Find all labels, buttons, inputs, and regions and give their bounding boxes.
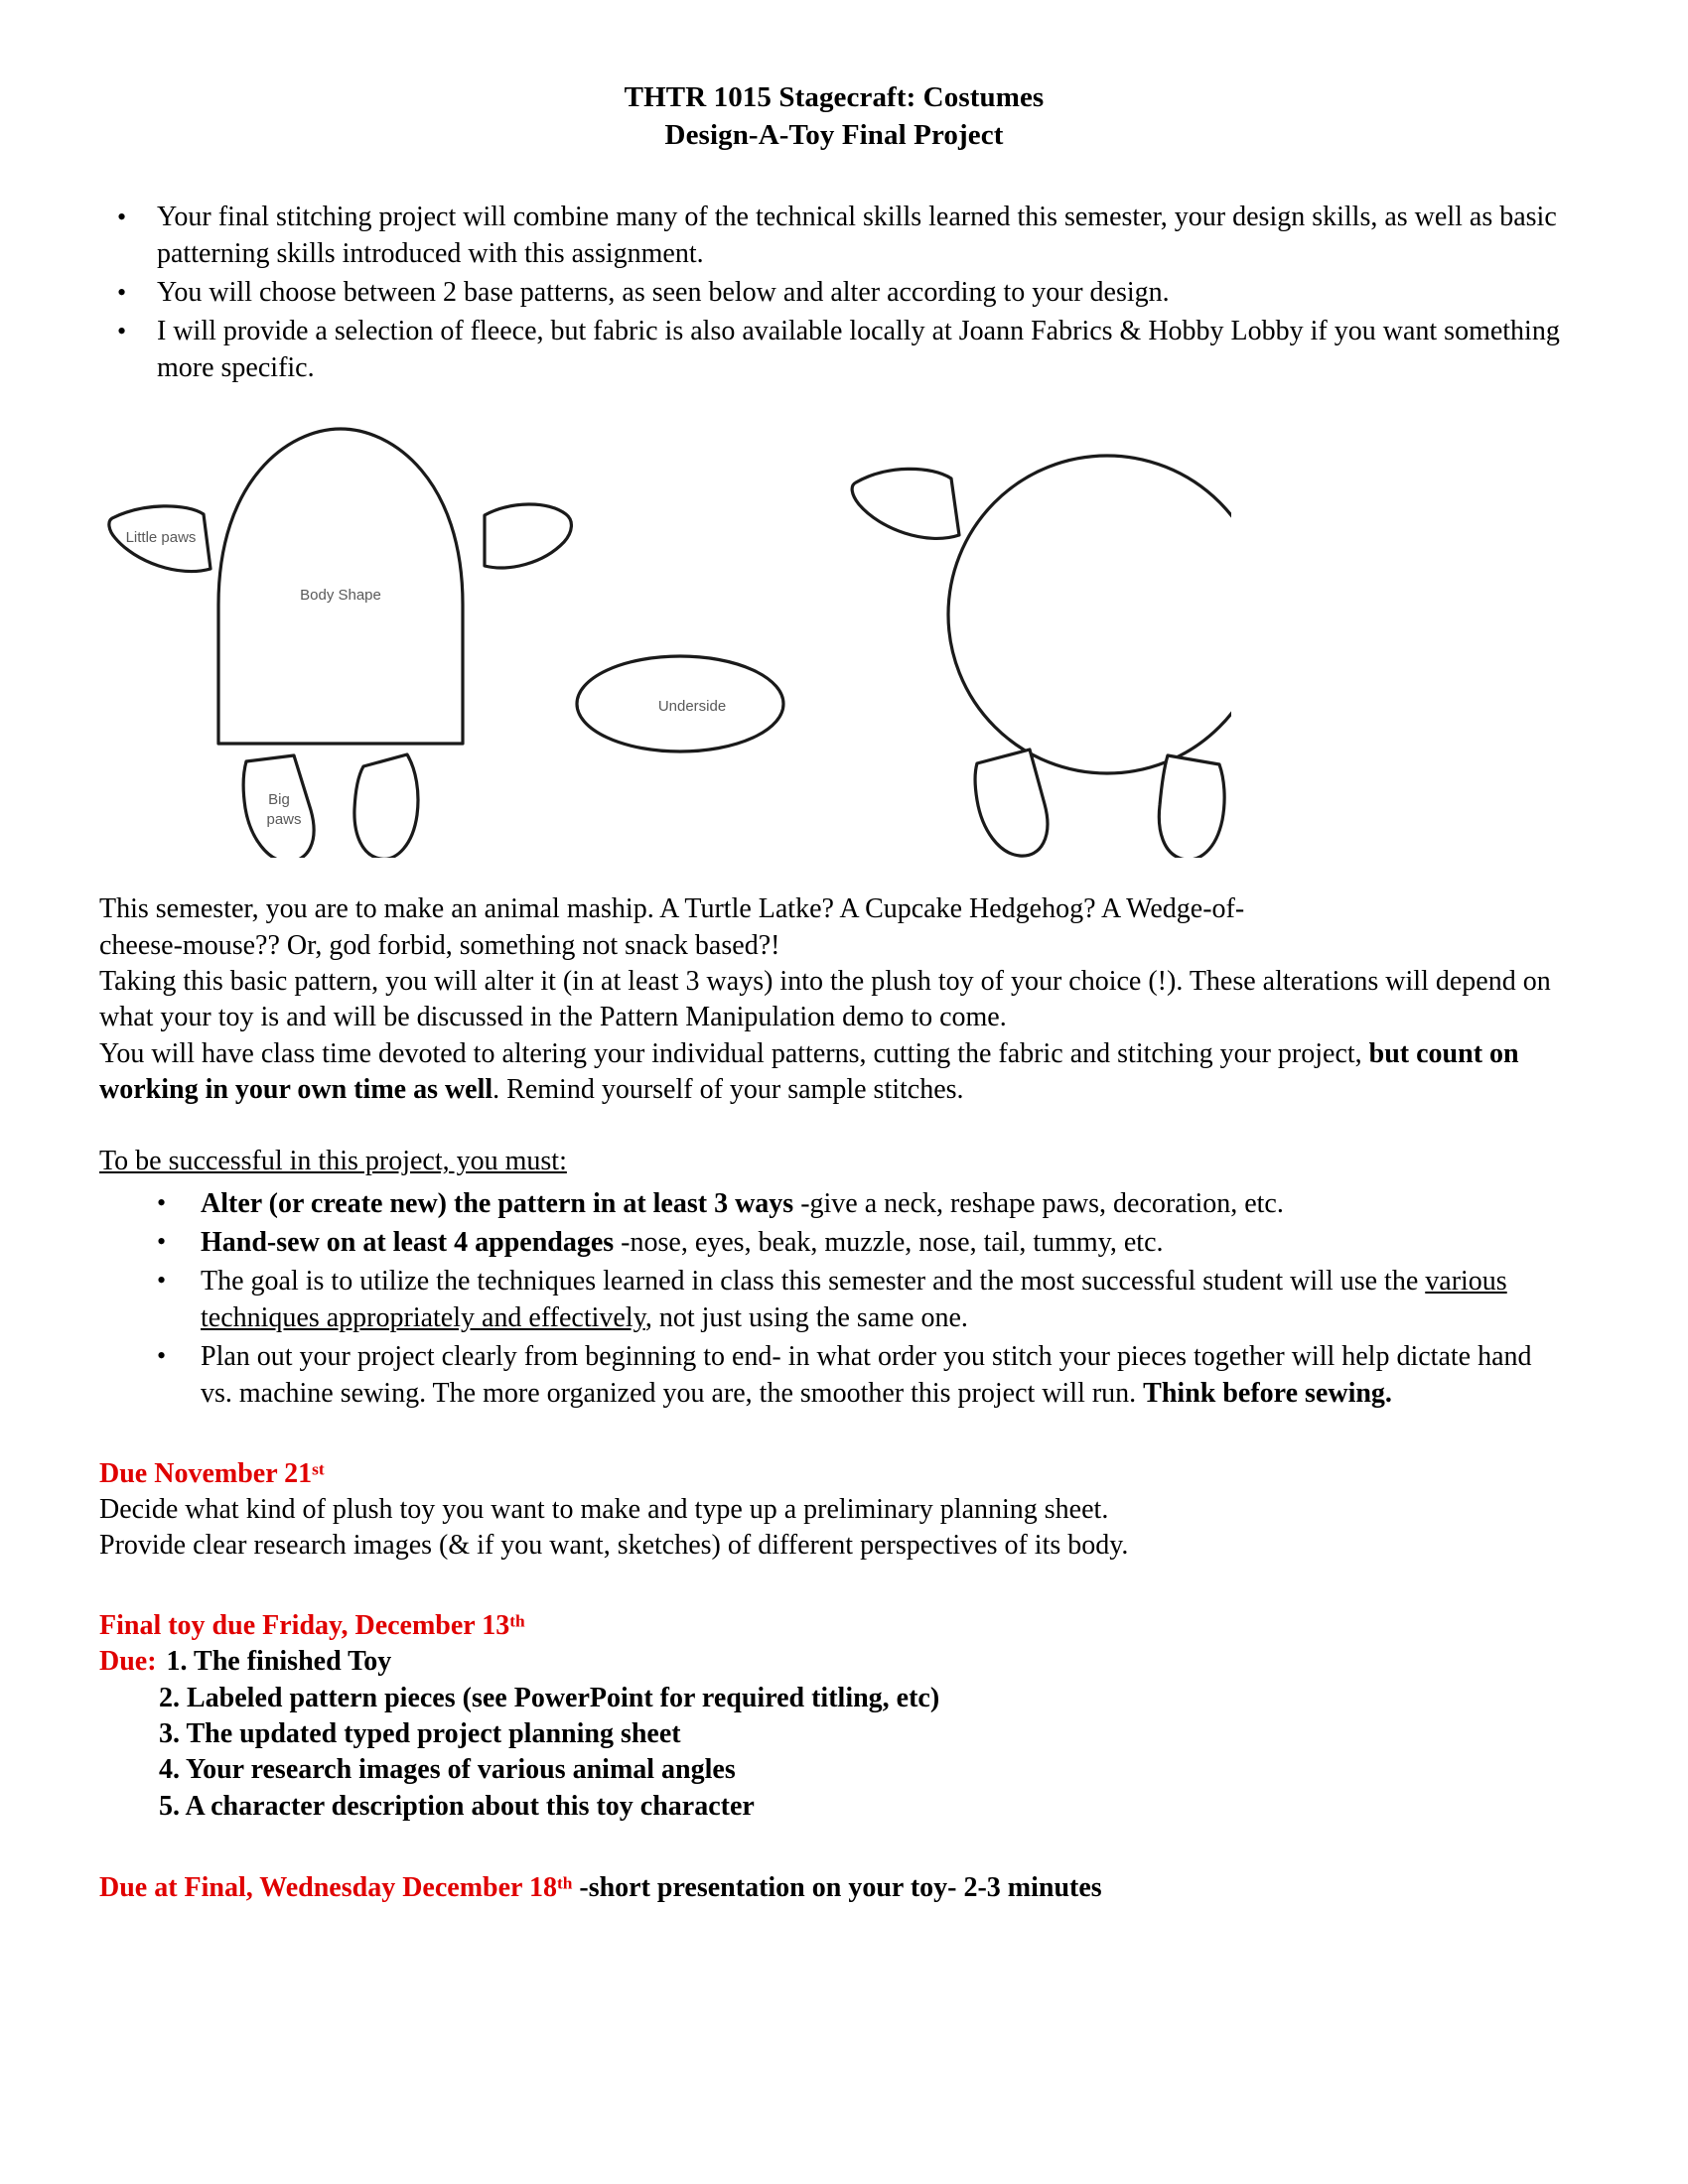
- requirement-rest-0: -give a neck, reshape paws, decoration, etc.: [793, 1187, 1284, 1219]
- requirement-bold-0: Alter (or create new) the pattern in at least 3 ways: [201, 1187, 794, 1219]
- list-item: [99, 1789, 1569, 1825]
- deliverable-text-2: 2. Labeled pattern pieces (see PowerPoint for required titling, etc): [159, 1682, 940, 1713]
- paragraph-class-time: [99, 1036, 1569, 1109]
- requirement-bold-tail-3: Think before sewing.: [1143, 1377, 1392, 1409]
- requirement-underline-2: various techniques appropriately and effectively: [201, 1265, 1507, 1333]
- due-november-ordinal: st: [312, 1459, 325, 1479]
- due-final-tail: -short presentation on your toy- 2-3 minutes: [572, 1872, 1102, 1904]
- underside-label: Underside: [657, 698, 727, 716]
- list-item: [99, 314, 1569, 387]
- requirement-rest-1: -nose, eyes, beak, muzzle, nose, tail, tummy, etc.: [614, 1226, 1164, 1258]
- round-body-outline: [948, 456, 1231, 773]
- page-title: [99, 79, 1569, 154]
- due-label: Due:: [99, 1646, 157, 1678]
- list-item: [99, 200, 1569, 273]
- bullet-glyph-icon: •: [157, 1188, 167, 1218]
- due-december-section: [99, 1608, 1569, 1825]
- due-final-heading-text: Due at Final, Wednesday December 18: [99, 1872, 557, 1904]
- big-paws-label-line2: paws: [266, 811, 302, 829]
- paragraph-alterations: Taking this basic pattern, you will alter it (in at least 3 ways) into the plush toy of your choice (!). These alterations will depend on what your toy is and will be discussed in the Pattern Manipulation demo to come.: [99, 965, 1551, 1033]
- mashup-line-1: This semester, you are to make an animal maship. A Turtle Latke? A Cupcake Hedgehog? A Wedge-of-: [99, 893, 1245, 925]
- body-shape-label: Body Shape: [300, 587, 381, 605]
- round-big-paw-right-outline: [1159, 755, 1224, 858]
- intro-bullet-list: [99, 200, 1569, 387]
- deliverable-text-5: 5. A character description about this toy character: [159, 1790, 755, 1822]
- due-december-ordinal: th: [509, 1611, 525, 1631]
- list-item: [99, 1644, 1569, 1680]
- due-final-ordinal: th: [556, 1873, 573, 1893]
- little-paw-right-outline: [485, 504, 571, 568]
- intro-bullet-text: I will provide a selection of fleece, but fabric is also available locally at Joann Fabrics & Hobby Lobby if you want something more specific.: [157, 316, 1560, 384]
- intro-bullet-text: You will choose between 2 base patterns, as seen below and alter according to your design.: [157, 277, 1170, 309]
- class-time-pre: You will have class time devoted to altering your individual patterns, cutting the fabric and stitching your project,: [99, 1037, 1369, 1069]
- due-november-line-2: Provide clear research images (& if you want, sketches) of different perspectives of its body.: [99, 1530, 1129, 1562]
- round-little-paw-left-outline: [852, 469, 959, 538]
- due-november-section: [99, 1456, 1569, 1565]
- due-december-heading: [99, 1608, 1569, 1644]
- paragraph-animal-mashup: [99, 891, 1569, 964]
- requirements-bullet-list: [99, 1186, 1569, 1413]
- title-line-project: Design-A-Toy Final Project: [664, 118, 1004, 151]
- deliverable-text-3: 3. The updated typed project planning sheet: [159, 1717, 681, 1749]
- requirement-pre-3: Plan out your project clearly from beginning to end- in what order you stitch your pieces together will help dictate hand vs. machine sewing. The more organized you are, the smoother this project will run.: [201, 1340, 1532, 1409]
- bullet-glyph-icon: •: [157, 1227, 167, 1257]
- due-december-heading-text: Final toy due Friday, December 13: [99, 1609, 510, 1641]
- success-heading: To be successful in this project, you must:: [99, 1146, 567, 1177]
- class-time-post: . Remind yourself of your sample stitches.: [492, 1074, 964, 1106]
- bullet-glyph-icon: •: [117, 202, 127, 231]
- little-paws-label: Little paws: [125, 529, 197, 547]
- class-time-bold: but count on working in your own time as well: [99, 1037, 1519, 1106]
- deliverable-text-4: 4. Your research images of various animal angles: [159, 1754, 736, 1786]
- due-final-section: [99, 1870, 1569, 1906]
- intro-bullet-text: Your final stitching project will combine many of the technical skills learned this semester, your design skills, as well as basic patterning skills introduced with this assignment.: [157, 202, 1557, 270]
- body-paragraphs: [99, 891, 1569, 1108]
- list-item: [139, 1339, 1569, 1413]
- sewing-pattern-figure: [99, 421, 1231, 858]
- bullet-glyph-icon: •: [117, 316, 127, 345]
- requirement-pre-2: The goal is to utilize the techniques learned in class this semester and the most successful student will use the: [201, 1265, 1426, 1297]
- list-item: [99, 1681, 1569, 1716]
- bullet-glyph-icon: •: [157, 1266, 167, 1296]
- due-november-heading: [99, 1456, 1569, 1492]
- list-item: [99, 1716, 1569, 1752]
- due-november-line-1: Decide what kind of plush toy you want to make and type up a preliminary planning sheet.: [99, 1493, 1109, 1525]
- big-paws-label-line1: Big: [268, 791, 290, 809]
- list-item: [139, 1186, 1569, 1223]
- bullet-glyph-icon: •: [117, 277, 127, 307]
- mashup-line-2: cheese-mouse?? Or, god forbid, something not snack based?!: [99, 929, 780, 961]
- bullet-glyph-icon: •: [157, 1341, 167, 1371]
- list-item: [139, 1225, 1569, 1262]
- due-november-heading-text: Due November 21: [99, 1457, 313, 1489]
- pattern-diagram-svg: [99, 421, 1231, 858]
- list-item: [99, 275, 1569, 312]
- list-item: [99, 1752, 1569, 1788]
- deliverables-list: [99, 1644, 1569, 1825]
- big-paw-right-outline: [354, 754, 418, 858]
- round-big-paw-left-outline: [975, 750, 1048, 856]
- requirement-post-2: , not just using the same one.: [644, 1301, 968, 1333]
- deliverable-text-1: 1. The finished Toy: [166, 1646, 392, 1678]
- list-item: [139, 1264, 1569, 1337]
- requirement-bold-1: Hand-sew on at least 4 appendages: [201, 1226, 615, 1258]
- title-line-course: THTR 1015 Stagecraft: Costumes: [624, 81, 1045, 113]
